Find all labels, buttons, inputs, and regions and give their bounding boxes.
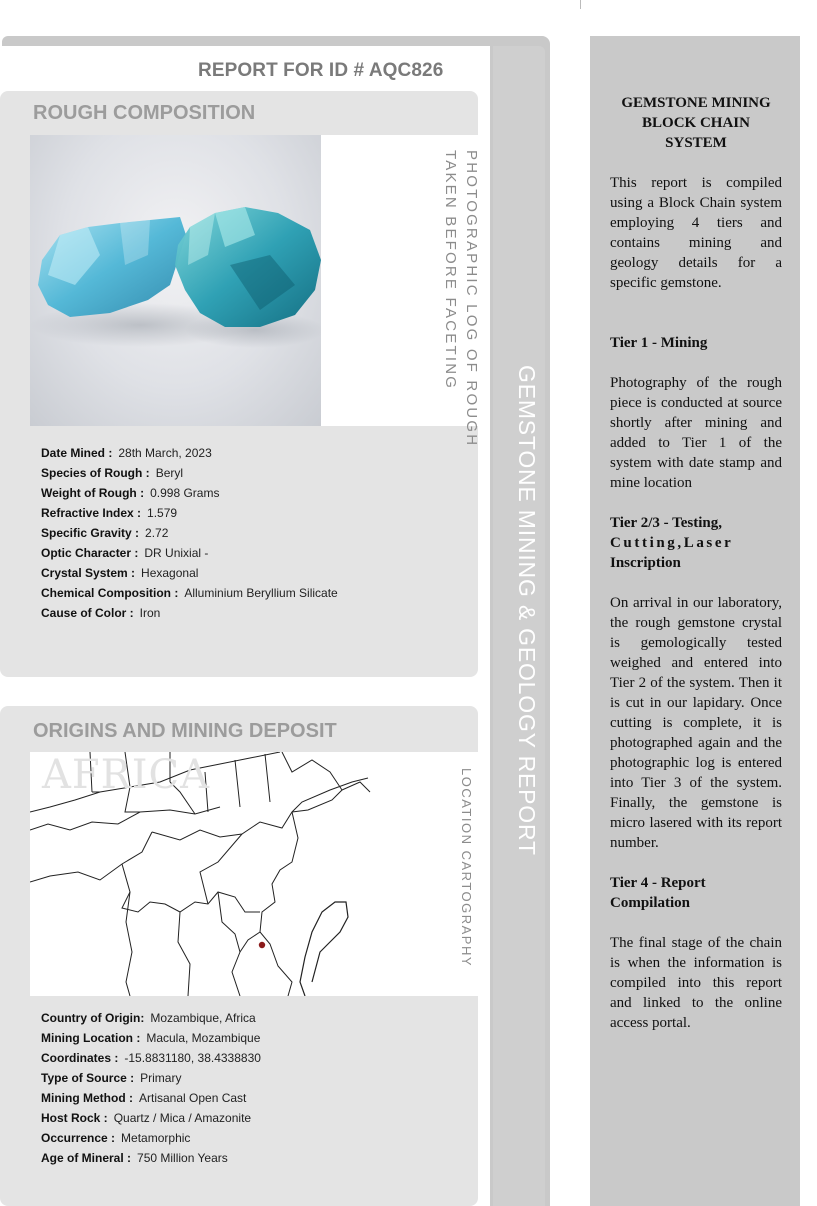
origin-specs-list (41, 1008, 261, 1168)
map-caption: LOCATION CARTOGRAPHY (459, 768, 474, 968)
spec-row (41, 1068, 261, 1088)
top-divider-tick (580, 0, 581, 9)
spec-row (41, 603, 338, 623)
spec-row (41, 503, 338, 523)
sidebar-intro: This report is compiled using a Block Chain system employing 4 tiers and contains mining and geology details for a specific gemstone. (610, 175, 782, 291)
spec-label: Occurrence : (41, 1131, 116, 1145)
spec-label: Coordinates : (41, 1051, 119, 1065)
spec-label: Specific Gravity : (41, 526, 140, 540)
spec-value: 1.579 (147, 506, 178, 520)
spec-label: Date Mined : (41, 446, 113, 460)
vertical-report-title: GEMSTONE MINING & GEOLOGY REPORT (514, 365, 540, 856)
spec-row (41, 463, 338, 483)
spec-label: Age of Mineral : (41, 1151, 132, 1165)
tier23-title-line3: Inscription (610, 555, 681, 571)
tier23-title-line2: Cutting,Laser (610, 535, 734, 551)
rough-gemstone-photo (30, 135, 321, 426)
spec-label: Weight of Rough : (41, 486, 145, 500)
spec-value: DR Unixial - (144, 546, 209, 560)
spec-value: 2.72 (145, 526, 169, 540)
rough-specs-list (41, 443, 338, 623)
spec-label: Chemical Composition : (41, 586, 179, 600)
rough-composition-title: ROUGH COMPOSITION (33, 102, 256, 124)
africa-map (30, 752, 478, 996)
sidebar-content (610, 93, 782, 1033)
top-header-band (2, 36, 547, 46)
photo-caption-line1: PHOTOGRAPHIC LOG OF ROUGH (463, 150, 480, 448)
tier1-title: Tier 1 - Mining (610, 335, 708, 351)
spec-label: Host Rock : (41, 1111, 108, 1125)
spec-value: Macula, Mozambique (146, 1031, 261, 1045)
spec-row (41, 583, 338, 603)
tier1-text: Photography of the rough piece is conducted at source shortly after mining and added to Tier 1 of the system with date stamp and mine location (610, 375, 782, 491)
spec-value: Primary (140, 1071, 182, 1085)
spec-value: Metamorphic (121, 1131, 191, 1145)
spec-label: Refractive Index : (41, 506, 142, 520)
spec-label: Crystal System : (41, 566, 136, 580)
spec-value: Iron (139, 606, 161, 620)
spec-value: -15.8831180, 38.4338830 (124, 1051, 261, 1065)
tier4-title: Tier 4 - Report Compilation (610, 875, 706, 911)
report-id-title: REPORT FOR ID # AQC826 (198, 60, 444, 81)
origins-title: ORIGINS AND MINING DEPOSIT (33, 720, 337, 742)
spec-value: Artisanal Open Cast (138, 1091, 247, 1105)
map-region-label: AFRICA (42, 752, 211, 798)
sidebar-heading: GEMSTONE MINING BLOCK CHAIN SYSTEM (621, 95, 771, 151)
spec-label: Type of Source : (41, 1071, 135, 1085)
spec-label: Mining Method : (41, 1091, 133, 1105)
photo-caption (440, 150, 482, 448)
spec-row (41, 1048, 261, 1068)
spec-label: Optic Character : (41, 546, 139, 560)
photo-caption-line2: TAKEN BEFORE FACETING (442, 150, 459, 391)
gemstone-illustration (30, 135, 321, 426)
spec-label: Country of Origin: (41, 1011, 145, 1025)
spec-row (41, 1148, 261, 1168)
spec-row (41, 523, 338, 543)
tier23-title-line1: Tier 2/3 - Testing, (610, 515, 722, 531)
tier23-title (610, 513, 782, 573)
spec-label: Species of Rough : (41, 466, 150, 480)
tier23-text: On arrival in our laboratory, the rough gemstone crystal is gemologically tested weighed and entered into Tier 2 of the system. Then it is cut in our lapidary. Once cutting is complete, it is photographed again and the photographic log is entered into Tier 3 of the system. Finally, the gemstone is micro lasered with its report number. (610, 595, 782, 851)
spec-row (41, 443, 338, 463)
spec-row (41, 1128, 261, 1148)
spec-row (41, 1108, 261, 1128)
tier4-text: The final stage of the chain is when the information is compiled into this report and linked to the online access portal. (610, 935, 782, 1031)
spec-row (41, 1028, 261, 1048)
spec-value: 0.998 Grams (150, 486, 220, 500)
spec-label: Cause of Color : (41, 606, 134, 620)
spec-row (41, 543, 338, 563)
spec-value: Quartz / Mica / Amazonite (113, 1111, 252, 1125)
spec-value: Hexagonal (141, 566, 199, 580)
spec-value: Alluminium Beryllium Silicate (184, 586, 338, 600)
mine-location-marker (259, 942, 265, 948)
spec-value: 750 Million Years (137, 1151, 228, 1165)
spec-row (41, 1008, 261, 1028)
spec-label: Mining Location : (41, 1031, 141, 1045)
spec-row (41, 1088, 261, 1108)
spec-value: Mozambique, Africa (150, 1011, 256, 1025)
spec-value: Beryl (155, 466, 184, 480)
spec-row (41, 483, 338, 503)
spec-row (41, 563, 338, 583)
blockchain-info-sidebar (590, 36, 800, 1206)
spec-value: 28th March, 2023 (118, 446, 212, 460)
